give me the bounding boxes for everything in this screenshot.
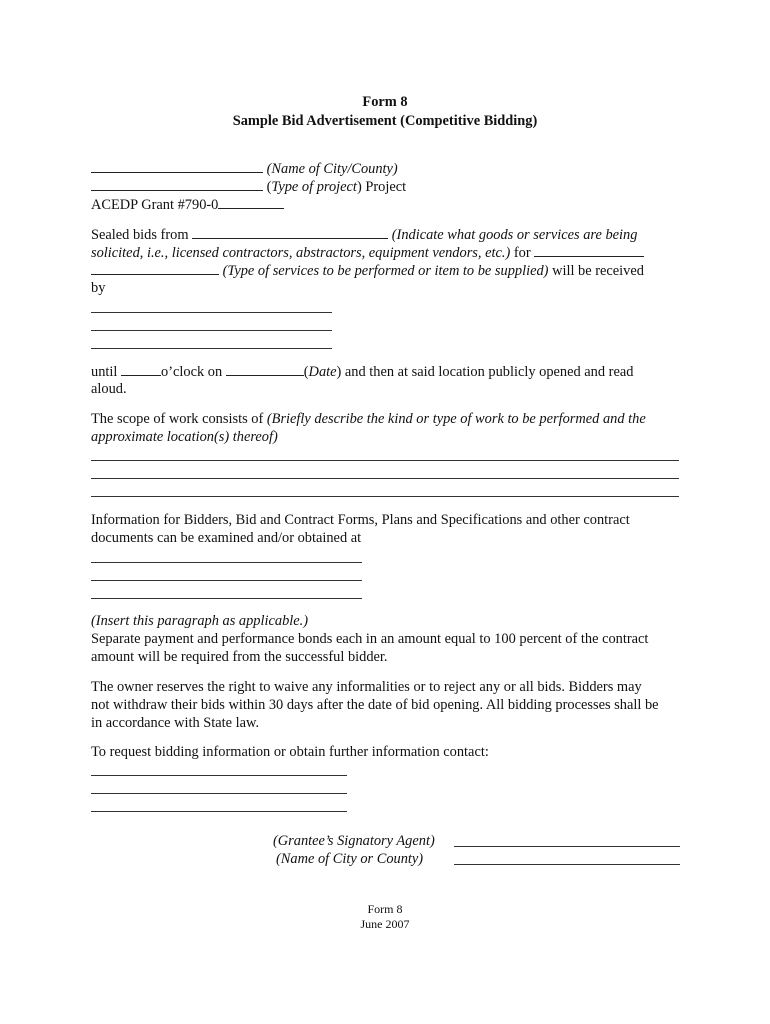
grant-label: ACEDP Grant #790-0 (91, 197, 219, 213)
signatory-agent-line[interactable] (454, 846, 680, 847)
aloud-line: aloud. (91, 381, 127, 397)
bonds-insert-note (91, 612, 308, 630)
contact-answer-line-1[interactable] (91, 775, 347, 776)
until-line (91, 362, 633, 381)
documents-location-line-3[interactable] (91, 598, 362, 599)
sealed-bids-line-3 (91, 261, 644, 280)
project-type-open: ( (266, 179, 272, 195)
date-blank[interactable] (226, 362, 304, 376)
contact-answer-line-3[interactable] (91, 811, 347, 812)
scope-location: approximate location(s) thereof) (91, 429, 278, 445)
scope-prefix: The scope of work consists of (91, 411, 267, 427)
by-line: by (91, 280, 106, 296)
scope-line-2 (91, 428, 278, 446)
footer-date: June 2007 (360, 917, 410, 931)
bonds-line-1: Separate payment and performance bonds each in an amount equal to 100 percent of the contract (91, 631, 649, 647)
city-county-label: (Name of City/County) (266, 161, 398, 177)
sealed-bids-indicate: (Indicate what goods or services are being (391, 227, 638, 243)
city-county-line (91, 159, 398, 178)
sealed-bids-for-blank[interactable] (534, 243, 644, 257)
until-label: until (91, 364, 118, 380)
oclock-label: o’clock on (161, 364, 223, 380)
scope-answer-line-1[interactable] (91, 460, 679, 461)
bonds-line-2: amount will be required from the successful bidder. (91, 649, 388, 665)
sealed-bids-line-1 (91, 225, 637, 244)
sealed-bids-prefix: Sealed bids from (91, 227, 189, 243)
grant-line (91, 195, 284, 214)
sealed-bids-line-2 (91, 243, 644, 262)
date-label: Date (308, 364, 337, 380)
scope-answer-line-3[interactable] (91, 496, 679, 497)
received-text: will be received (548, 263, 644, 279)
owner-line-1: The owner reserves the right to waive any informalities or to reject any or all bids. Bidders may (91, 679, 642, 695)
receiving-location-line-2[interactable] (91, 330, 332, 331)
contact-answer-line-2[interactable] (91, 793, 347, 794)
form-label: Form 8 (362, 94, 408, 110)
services-blank[interactable] (91, 261, 219, 275)
sealed-bids-for: for (510, 245, 531, 261)
project-type-suffix: ) Project (356, 179, 407, 195)
sealed-bids-solicited: solicited, i.e., licensed contractors, abstractors, equipment vendors, etc.) (91, 245, 511, 261)
scope-describe: (Briefly describe the kind or type of work to be performed and the (266, 411, 646, 427)
time-blank[interactable] (121, 362, 161, 376)
document-title: Sample Bid Advertisement (Competitive Bidding) (232, 113, 538, 129)
sealed-bids-blank[interactable] (192, 225, 388, 239)
services-label: (Type of services to be performed or item to be supplied) (222, 263, 549, 279)
contact-line: To request bidding information or obtain further information contact: (91, 744, 489, 760)
city-county-signature-line[interactable] (454, 864, 680, 865)
receiving-location-line-1[interactable] (91, 312, 332, 313)
scope-line-1 (91, 410, 646, 428)
signatory-agent-label (273, 832, 435, 850)
documents-location-line-2[interactable] (91, 580, 362, 581)
project-type-blank[interactable] (91, 177, 263, 191)
owner-line-3: in accordance with State law. (91, 715, 260, 731)
bonds-insert-text: (Insert this paragraph as applicable.) (91, 613, 309, 629)
until-after: ) and then at said location publicly opened and read (336, 364, 634, 380)
info-line-2: documents can be examined and/or obtained at (91, 530, 362, 546)
receiving-location-line-3[interactable] (91, 348, 332, 349)
project-type-label: Type of project (271, 179, 357, 195)
city-county-signature-text: (Name of City or County) (276, 851, 424, 867)
footer-form: Form 8 (367, 902, 403, 916)
date-open: ( (303, 364, 309, 380)
owner-line-2: not withdraw their bids within 30 days after the date of bid opening. All bidding processes shall be (91, 697, 659, 713)
scope-answer-line-2[interactable] (91, 478, 679, 479)
documents-location-line-1[interactable] (91, 562, 362, 563)
city-county-signature-label (276, 850, 423, 868)
city-county-blank[interactable] (91, 159, 263, 173)
grant-number-blank[interactable] (218, 195, 284, 209)
signatory-agent-text: (Grantee’s Signatory Agent) (273, 833, 435, 849)
project-type-line (91, 177, 406, 196)
info-line-1: Information for Bidders, Bid and Contract Forms, Plans and Specifications and other contract (91, 512, 630, 528)
